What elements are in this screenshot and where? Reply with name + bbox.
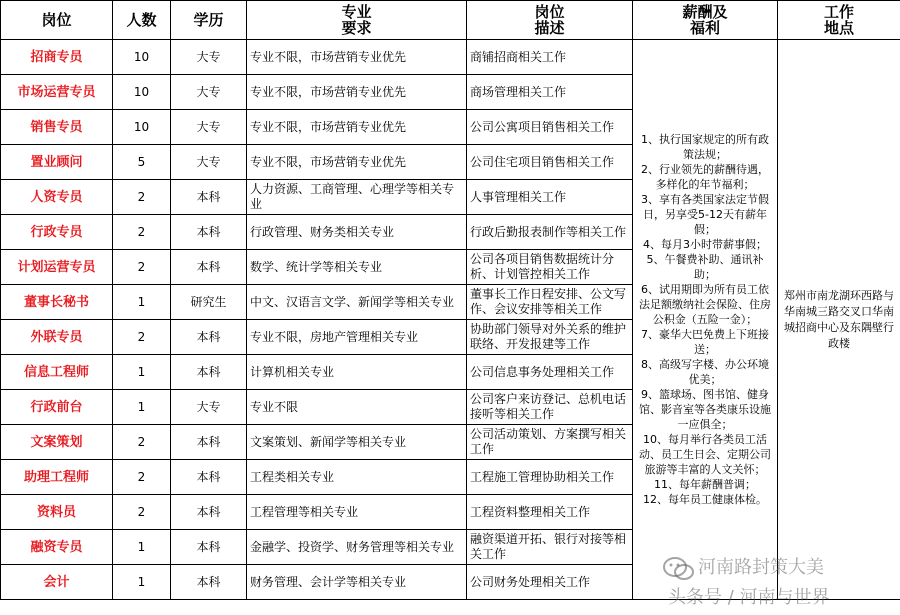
benefit-item: 8、高级写字楼、办公环境优美； bbox=[641, 358, 769, 386]
header-benefits-line1: 薪酬及 bbox=[682, 3, 728, 21]
header-count: 人数 bbox=[113, 1, 171, 40]
header-benefits-line2: 福利 bbox=[689, 19, 720, 37]
header-benefits bbox=[633, 1, 778, 40]
position-cell: 行政专员 bbox=[1, 215, 113, 250]
education-cell: 大专 bbox=[171, 40, 247, 75]
location-cell: 郑州市南龙湖环西路与华南城三路交叉口华南城招商中心及东隅壁行政楼 bbox=[778, 40, 900, 600]
desc-cell: 公司各项目销售数据统计分析、计划管控相关工作 bbox=[467, 250, 633, 285]
major-cell: 工程管理等相关专业 bbox=[247, 495, 467, 530]
education-cell: 本科 bbox=[171, 425, 247, 460]
header-location-line1: 工作 bbox=[823, 3, 854, 21]
position-cell: 招商专员 bbox=[1, 40, 113, 75]
header-location bbox=[778, 1, 900, 40]
education-cell: 本科 bbox=[171, 250, 247, 285]
major-cell: 专业不限，市场营销专业优先 bbox=[247, 40, 467, 75]
desc-cell: 董事长工作日程安排、公文写作、会议安排等相关工作 bbox=[467, 285, 633, 320]
education-cell: 本科 bbox=[171, 460, 247, 495]
count-cell: 2 bbox=[113, 460, 171, 495]
desc-cell: 人事管理相关工作 bbox=[467, 180, 633, 215]
major-cell: 专业不限，市场营销专业优先 bbox=[247, 110, 467, 145]
desc-cell: 融资渠道开拓、银行对接等相关工作 bbox=[467, 530, 633, 565]
benefit-item: 11、每年薪酬普调； bbox=[654, 478, 756, 491]
major-cell: 行政管理、财务类相关专业 bbox=[247, 215, 467, 250]
desc-cell: 公司信息事务处理相关工作 bbox=[467, 355, 633, 390]
education-cell: 本科 bbox=[171, 565, 247, 600]
position-cell: 助理工程师 bbox=[1, 460, 113, 495]
count-cell: 2 bbox=[113, 425, 171, 460]
education-cell: 大专 bbox=[171, 390, 247, 425]
major-cell: 中文、汉语言文学、新闻学等相关专业 bbox=[247, 285, 467, 320]
education-cell: 大专 bbox=[171, 145, 247, 180]
benefit-item: 9、篮球场、图书馆、健身馆、影音室等各类康乐设施一应俱全； bbox=[639, 388, 771, 431]
header-education: 学历 bbox=[171, 1, 247, 40]
count-cell: 2 bbox=[113, 180, 171, 215]
count-cell: 1 bbox=[113, 390, 171, 425]
header-row bbox=[1, 1, 900, 40]
count-cell: 10 bbox=[113, 40, 171, 75]
position-cell: 会计 bbox=[1, 565, 113, 600]
header-major bbox=[247, 1, 467, 40]
count-cell: 2 bbox=[113, 495, 171, 530]
position-cell: 信息工程师 bbox=[1, 355, 113, 390]
count-cell: 1 bbox=[113, 565, 171, 600]
desc-cell: 工程施工管理协助相关工作 bbox=[467, 460, 633, 495]
education-cell: 大专 bbox=[171, 75, 247, 110]
table-row bbox=[1, 40, 900, 75]
count-cell: 1 bbox=[113, 285, 171, 320]
position-cell: 行政前台 bbox=[1, 390, 113, 425]
count-cell: 1 bbox=[113, 355, 171, 390]
major-cell: 专业不限，房地产管理相关专业 bbox=[247, 320, 467, 355]
benefit-item: 12、每年员工健康体检。 bbox=[643, 493, 767, 506]
position-cell: 董事长秘书 bbox=[1, 285, 113, 320]
benefit-item: 1、执行国家规定的所有政策法规； bbox=[641, 133, 769, 161]
benefits-cell bbox=[633, 40, 778, 600]
header-desc bbox=[467, 1, 633, 40]
position-cell: 资料员 bbox=[1, 495, 113, 530]
desc-cell: 行政后勤报表制作等相关工作 bbox=[467, 215, 633, 250]
header-major-line2: 要求 bbox=[341, 19, 372, 37]
position-cell: 置业顾问 bbox=[1, 145, 113, 180]
count-cell: 2 bbox=[113, 250, 171, 285]
watermark bbox=[662, 555, 892, 613]
benefit-item: 3、享有各类国家法定节假日，另享受5-12天有薪年假； bbox=[641, 193, 769, 236]
education-cell: 大专 bbox=[171, 110, 247, 145]
desc-cell: 公司活动策划、方案撰写相关工作 bbox=[467, 425, 633, 460]
position-cell: 销售专员 bbox=[1, 110, 113, 145]
count-cell: 5 bbox=[113, 145, 171, 180]
desc-cell: 公司财务处理相关工作 bbox=[467, 565, 633, 600]
header-position: 岗位 bbox=[1, 1, 113, 40]
education-cell: 研究生 bbox=[171, 285, 247, 320]
desc-cell: 公司公寓项目销售相关工作 bbox=[467, 110, 633, 145]
count-cell: 10 bbox=[113, 110, 171, 145]
education-cell: 本科 bbox=[171, 355, 247, 390]
watermark-line1: 河南路封策大美 bbox=[698, 557, 824, 578]
position-cell: 文案策划 bbox=[1, 425, 113, 460]
position-cell: 外联专员 bbox=[1, 320, 113, 355]
education-cell: 本科 bbox=[171, 495, 247, 530]
education-cell: 本科 bbox=[171, 320, 247, 355]
major-cell: 工程类相关专业 bbox=[247, 460, 467, 495]
major-cell: 文案策划、新闻学等相关专业 bbox=[247, 425, 467, 460]
header-location-line2: 地点 bbox=[823, 19, 854, 37]
desc-cell: 商铺招商相关工作 bbox=[467, 40, 633, 75]
position-cell: 人资专员 bbox=[1, 180, 113, 215]
benefit-item: 6、试用期即为所有员工依法足额缴纳社会保险、住房公积金（五险一金）； bbox=[639, 283, 771, 326]
header-major-line1: 专业 bbox=[341, 3, 372, 21]
watermark-line2: 头条号 / 河南与世界 bbox=[668, 587, 830, 608]
major-cell: 人力资源、工商管理、心理学等相关专业 bbox=[247, 180, 467, 215]
education-cell: 本科 bbox=[171, 180, 247, 215]
benefit-item: 10、每月举行各类员工活动、员工生日会、定期公司旅游等丰富的人文关怀； bbox=[639, 433, 771, 476]
benefit-item: 4、每月3小时带薪事假； bbox=[643, 238, 767, 251]
count-cell: 2 bbox=[113, 320, 171, 355]
count-cell: 1 bbox=[113, 530, 171, 565]
position-cell: 融资专员 bbox=[1, 530, 113, 565]
desc-cell: 公司住宅项目销售相关工作 bbox=[467, 145, 633, 180]
major-cell: 专业不限，市场营销专业优先 bbox=[247, 145, 467, 180]
header-desc-line2: 描述 bbox=[534, 19, 565, 37]
benefit-item: 5、午餐费补助、通讯补助； bbox=[646, 253, 764, 281]
major-cell: 数学、统计学等相关专业 bbox=[247, 250, 467, 285]
count-cell: 2 bbox=[113, 215, 171, 250]
position-cell: 计划运营专员 bbox=[1, 250, 113, 285]
major-cell: 财务管理、会计学等相关专业 bbox=[247, 565, 467, 600]
position-cell: 市场运营专员 bbox=[1, 75, 113, 110]
major-cell: 专业不限，市场营销专业优先 bbox=[247, 75, 467, 110]
education-cell: 本科 bbox=[171, 530, 247, 565]
desc-cell: 商场管理相关工作 bbox=[467, 75, 633, 110]
major-cell: 专业不限 bbox=[247, 390, 467, 425]
count-cell: 10 bbox=[113, 75, 171, 110]
wechat-logo-icon bbox=[662, 555, 696, 583]
desc-cell: 工程资料整理相关工作 bbox=[467, 495, 633, 530]
benefit-item: 2、行业领先的薪酬待遇，多样化的年节福利； bbox=[641, 163, 769, 191]
desc-cell: 协助部门领导对外关系的维护联络、开发报建等工作 bbox=[467, 320, 633, 355]
desc-cell: 公司客户来访登记、总机电话接听等相关工作 bbox=[467, 390, 633, 425]
major-cell: 金融学、投资学、财务管理等相关专业 bbox=[247, 530, 467, 565]
major-cell: 计算机相关专业 bbox=[247, 355, 467, 390]
header-desc-line1: 岗位 bbox=[534, 3, 565, 21]
education-cell: 本科 bbox=[171, 215, 247, 250]
benefit-item: 7、豪华大巴免费上下班接送； bbox=[641, 328, 769, 356]
